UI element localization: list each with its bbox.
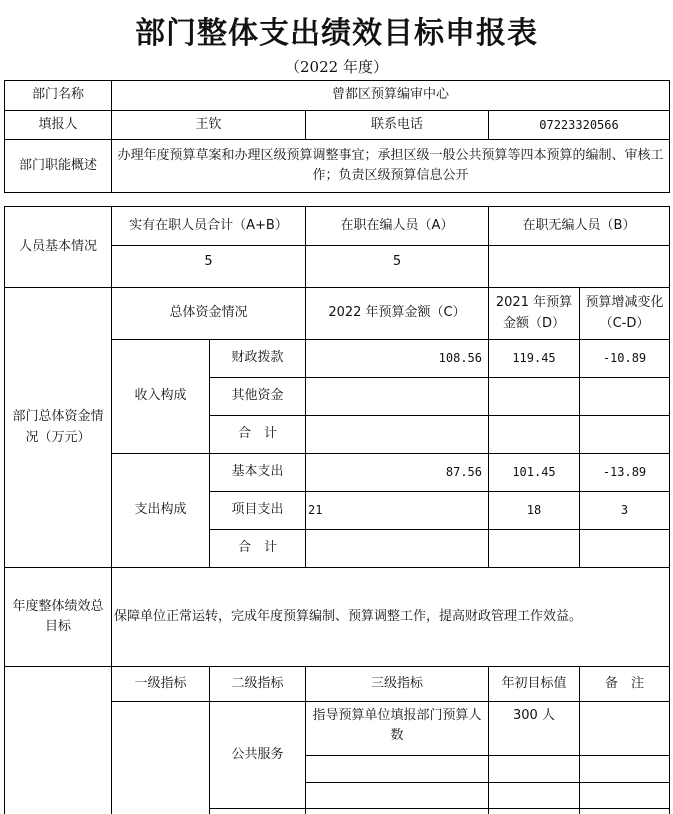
expense-row-d xyxy=(488,529,580,568)
income-row-d: 119.45 xyxy=(488,339,580,378)
income-row-c xyxy=(305,415,489,454)
indicator-target-cell xyxy=(488,755,580,783)
reporter-value: 王钦 xyxy=(111,110,306,140)
form-title: 部门整体支出绩效目标申报表 xyxy=(135,16,538,51)
form-year: （2022 年度） xyxy=(285,58,388,76)
indicator-note-cell xyxy=(579,782,670,809)
goal-text: 保障单位正常运转，完成年度预算编制、预算调整工作，提高财政管理工作效益。 xyxy=(111,567,670,667)
function-text: 办理年度预算草案和办理区级预算调整事宜；承担区级一般公共预算等四本预算的编制、审核工作；负责区级预算信息公开 xyxy=(111,139,670,193)
phone-value: 07223320566 xyxy=(488,110,670,140)
expense-row-cd: -13.89 xyxy=(579,453,670,492)
indicator-target-cell xyxy=(488,782,580,809)
expense-row-cd: 3 xyxy=(579,491,670,530)
indicator-level3-cell xyxy=(305,808,489,814)
funds-header-c: 2022 年预算金额（C） xyxy=(305,287,489,340)
indicator-level3-cell xyxy=(305,782,489,809)
indicator-col-level1: 一级指标 xyxy=(111,666,210,702)
expense-row-c: 21 xyxy=(305,491,489,530)
indicator-note-cell xyxy=(579,755,670,783)
staff-label: 人员基本情况 xyxy=(4,206,112,288)
indicator-target-cell: 300 人 xyxy=(488,701,580,756)
income-row-c xyxy=(305,377,489,416)
expense-row-d: 101.45 xyxy=(488,453,580,492)
indicator-col-target: 年初目标值 xyxy=(488,666,580,702)
income-row-name: 财政拨款 xyxy=(209,339,306,378)
expense-row-c: 87.56 xyxy=(305,453,489,492)
funds-header-cd: 预算增减变化（C-D） xyxy=(579,287,670,340)
income-row-c: 108.56 xyxy=(305,339,489,378)
goal-label: 年度整体绩效总目标 xyxy=(4,567,112,667)
indicator-level1-cell xyxy=(111,701,210,814)
income-row-cd xyxy=(579,415,670,454)
expense-row-name: 项目支出 xyxy=(209,491,306,530)
indicator-level3-cell: 指导预算单位填报部门预算人数 xyxy=(305,701,489,756)
indicator-level3-cell xyxy=(305,755,489,783)
income-row-cd: -10.89 xyxy=(579,339,670,378)
income-label: 收入构成 xyxy=(111,339,210,454)
income-row-cd xyxy=(579,377,670,416)
staff-val-a: 5 xyxy=(305,245,489,288)
indicator-level2-cell: 公共服务 xyxy=(209,701,306,809)
income-row-d xyxy=(488,415,580,454)
funds-header-d: 2021 年预算金额（D） xyxy=(488,287,580,340)
expense-row-name: 合 计 xyxy=(209,529,306,568)
function-label: 部门职能概述 xyxy=(4,139,112,193)
reporter-label: 填报人 xyxy=(4,110,112,140)
staff-col-b: 在职无编人员（B） xyxy=(488,206,670,246)
indicator-col-note: 备 注 xyxy=(579,666,670,702)
indicators-left-blank xyxy=(4,666,112,814)
phone-label: 联系电话 xyxy=(305,110,489,140)
income-row-name: 合 计 xyxy=(209,415,306,454)
staff-val-total: 5 xyxy=(111,245,306,288)
expense-row-name: 基本支出 xyxy=(209,453,306,492)
dept-name-value: 曾都区预算编审中心 xyxy=(111,80,670,111)
indicator-level2-cell xyxy=(209,808,306,814)
staff-val-b xyxy=(488,245,670,288)
expense-row-c xyxy=(305,529,489,568)
funds-header-overall: 总体资金情况 xyxy=(111,287,306,340)
staff-col-a: 在职在编人员（A） xyxy=(305,206,489,246)
funds-label: 部门总体资金情况（万元） xyxy=(4,287,112,568)
indicator-col-level3: 三级指标 xyxy=(305,666,489,702)
indicator-col-level2: 二级指标 xyxy=(209,666,306,702)
staff-col-total: 实有在职人员合计（A+B） xyxy=(111,206,306,246)
expense-row-cd xyxy=(579,529,670,568)
indicator-note-cell xyxy=(579,701,670,756)
income-row-d xyxy=(488,377,580,416)
expense-label: 支出构成 xyxy=(111,453,210,568)
dept-name-label: 部门名称 xyxy=(4,80,112,111)
expense-row-d: 18 xyxy=(488,491,580,530)
income-row-name: 其他资金 xyxy=(209,377,306,416)
indicator-note-cell xyxy=(579,808,670,814)
indicator-target-cell xyxy=(488,808,580,814)
